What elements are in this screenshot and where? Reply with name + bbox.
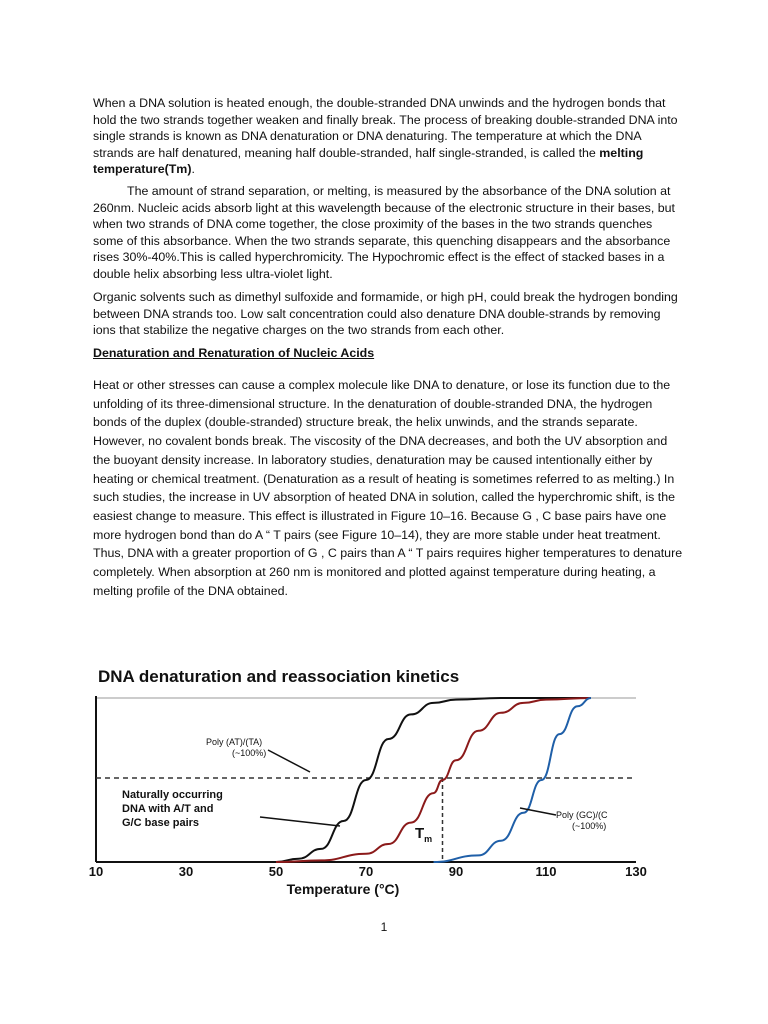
melting-temperature-term: melting temperature(Tm)	[93, 145, 644, 177]
tm-label	[415, 825, 432, 844]
natural-dna-arrow	[260, 817, 340, 826]
natural-dna-label-1: Naturally occurring	[122, 789, 223, 801]
x-tick-labels	[89, 864, 647, 879]
x-tick-label: 130	[625, 864, 647, 879]
paragraph-2: The amount of strand separation, or melting, is measured by the absorbance of the DNA solution at 260nm. Nucleic acids absorb light at this wavelength because of the electronic structure in their bases, but when two strands of DNA come together, the close proximity of the bases in the two strands quenches some of this absorbance. When the two strands separate, this quenching disappears and the absorbance rises 30%-40%.This is called hyperchromicity. The Hypochromic effect is the effect of stacked bases in a double helix absorbing less ultra-violet light.	[93, 184, 675, 281]
curves	[276, 698, 591, 862]
paragraph-3: Organic solvents such as dimethyl sulfoxide and formamide, or high pH, could break the hydrogen bonding between DNA strands too. Low salt concentration could also denature DNA double-strands by removing ions that stabilize the negative charges on the two strands from each other.	[93, 290, 678, 338]
natural-dna-label-2: DNA with A/T and	[122, 803, 214, 815]
poly-gc-curve	[434, 698, 592, 862]
section-heading: Denaturation and Renaturation of Nucleic Acids	[93, 346, 375, 360]
poly-at-percent: (~100%)	[232, 748, 267, 758]
chart-title: DNA denaturation and reassociation kinetics	[98, 667, 460, 686]
poly-at-arrow	[268, 750, 310, 772]
x-axis-label: Temperature (°C)	[286, 881, 400, 897]
paragraph-1	[93, 95, 683, 178]
x-tick-label: 10	[88, 864, 104, 879]
x-tick-label: 70	[358, 864, 374, 879]
tm-subscript: m	[424, 834, 433, 844]
figure-melting-curves	[88, 662, 648, 902]
poly-at-label: Poly (AT)/(TA)	[206, 737, 263, 747]
x-tick-label: 50	[268, 864, 284, 879]
x-tick-label: 110	[535, 864, 557, 879]
page-number: 1	[380, 920, 388, 934]
natural-dna-label-3: G/C base pairs	[122, 817, 200, 829]
melting-chart	[88, 662, 648, 902]
x-tick-label: 90	[448, 864, 464, 879]
paragraph-4: Heat or other stresses can cause a complex molecule like DNA to denature, or lose its function due to the unfolding of its three-dimensional structure. In the denaturation of double-stranded DNA, the hydrogen bonds of the duplex (double-stranded) structure break, the helix unwinds, and the strands separate. However, no covalent bonds break. The viscosity of the DNA decreases, and both the UV absorption and the buoyant density increase. In laboratory studies, denaturation may be caused intentionally either by heating or chemical treatment. (Denaturation as a result of heating is sometimes referred to as melting.) In such studies, the increase in UV absorption of heated DNA in solution, called the hyperchromic shift, is the easiest change to measure. This effect is illustrated in Figure 10–16. Because G , C base pairs have one more hydrogen bond than do A “ T pairs (see Figure 10–14), they are more stable under heat treatment. Thus, DNA with a greater proportion of G , C pairs than A “ T pairs requires higher temperatures to denature completely. When absorption at 260 nm is monitored and plotted against temperature during heating, a melting profile of the DNA obtained.	[93, 378, 683, 598]
tm-main: T	[415, 825, 425, 842]
paragraph-1-text: When a DNA solution is heated enough, the double-stranded DNA unwinds and the hydrogen bonds that hold the two strands together weaken and finally break. The process of breaking double-stranded DNA into single strands is known as DNA denaturation or DNA denaturing. The temperature at which the DNA strands are half denatured, meaning half double-stranded, half single-stranded, is called the	[93, 96, 678, 160]
poly-gc-label: Poly (GC)/(C	[556, 810, 608, 820]
paragraph-1-end: .	[191, 162, 195, 177]
poly-gc-percent: (~100%)	[572, 821, 607, 831]
x-tick-label: 30	[178, 864, 194, 879]
